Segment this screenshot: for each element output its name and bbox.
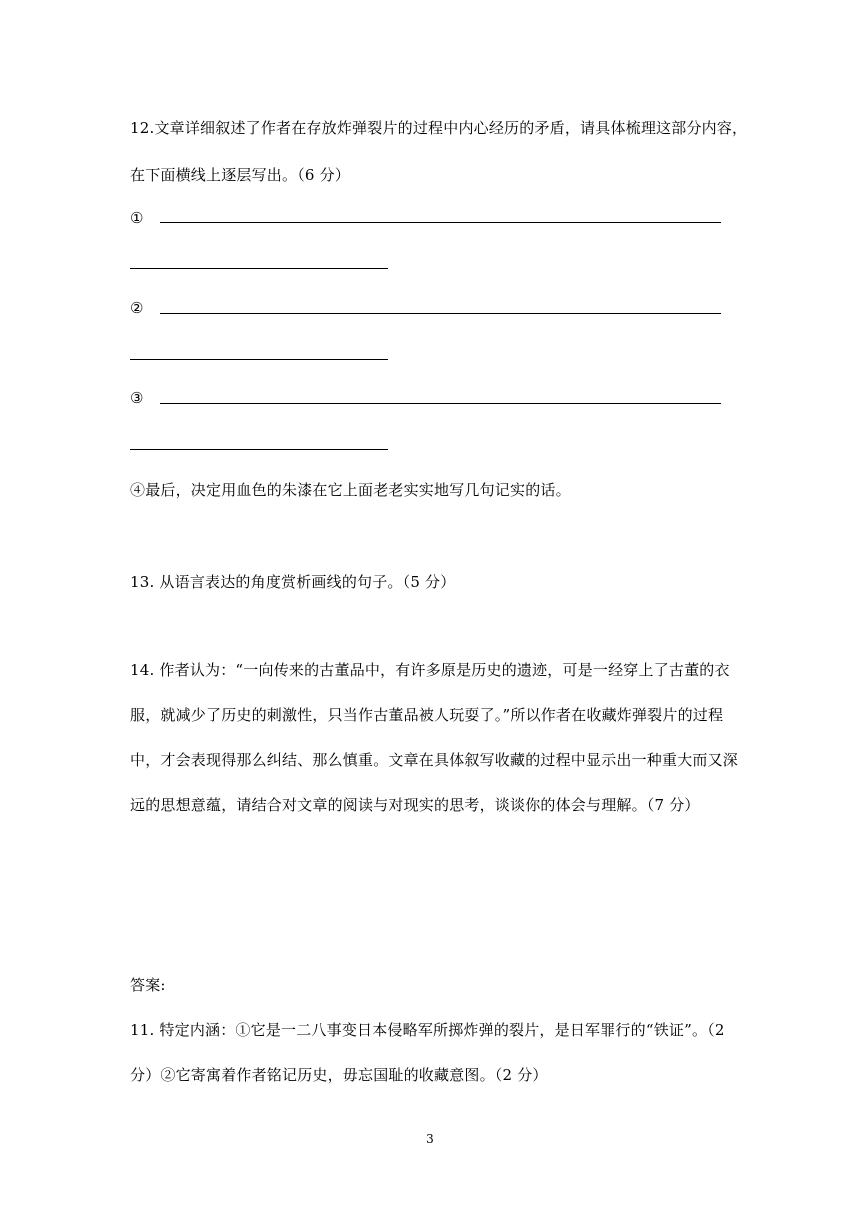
q14-line-1: 14. 作者认为：“一向传来的古董品中，有许多原是历史的遗迹，可是一经穿上了古董的衣: [130, 661, 730, 679]
answer-11-line-1: 11. 特定内涵：①它是一二八事变日本侵略军所掷炸弹的裂片，是日军罪行的“铁证”。（2: [130, 1021, 725, 1039]
answer-marker-3: ③: [130, 389, 144, 407]
answer-blank-3a[interactable]: [160, 403, 721, 404]
answer-11-line-2: 分）②它寄寓着作者铭记历史，毋忘国耻的收藏意图。（2 分）: [130, 1066, 548, 1084]
q12-line-2: 在下面横线上逐层写出。（6 分）: [130, 166, 351, 184]
answer-blank-1b[interactable]: [130, 268, 388, 269]
q12-line-1: 12.文章详细叙述了作者在存放炸弹裂片的过程中内心经历的矛盾，请具体梳理这部分内容，: [130, 119, 748, 137]
answer-marker-2: ②: [130, 299, 144, 317]
q14-line-2: 服，就减少了历史的刺激性，只当作古董品被人玩耍了。”所以作者在收藏炸弹裂片的过程: [130, 706, 724, 724]
page-number: 3: [426, 1132, 434, 1146]
answer-marker-1: ①: [130, 209, 144, 227]
answer-blank-3b[interactable]: [130, 449, 388, 450]
answer-blank-1a[interactable]: [160, 222, 721, 223]
q12-item-4: ④最后，决定用血色的朱漆在它上面老老实实地写几句记实的话。: [130, 481, 571, 499]
q14-line-3: 中，才会表现得那么纠结、那么慎重。文章在具体叙写收藏的过程中显示出一种重大而又深: [130, 751, 739, 769]
answers-heading: 答案:: [130, 976, 166, 994]
answer-blank-2a[interactable]: [160, 313, 721, 314]
q13-line-1: 13. 从语言表达的角度赏析画线的句子。（5 分）: [130, 573, 456, 591]
q14-line-4: 远的思想意蕴，请结合对文章的阅读与对现实的思考，谈谈你的体会与理解。（7 分）: [130, 796, 700, 814]
answer-blank-2b[interactable]: [130, 359, 388, 360]
